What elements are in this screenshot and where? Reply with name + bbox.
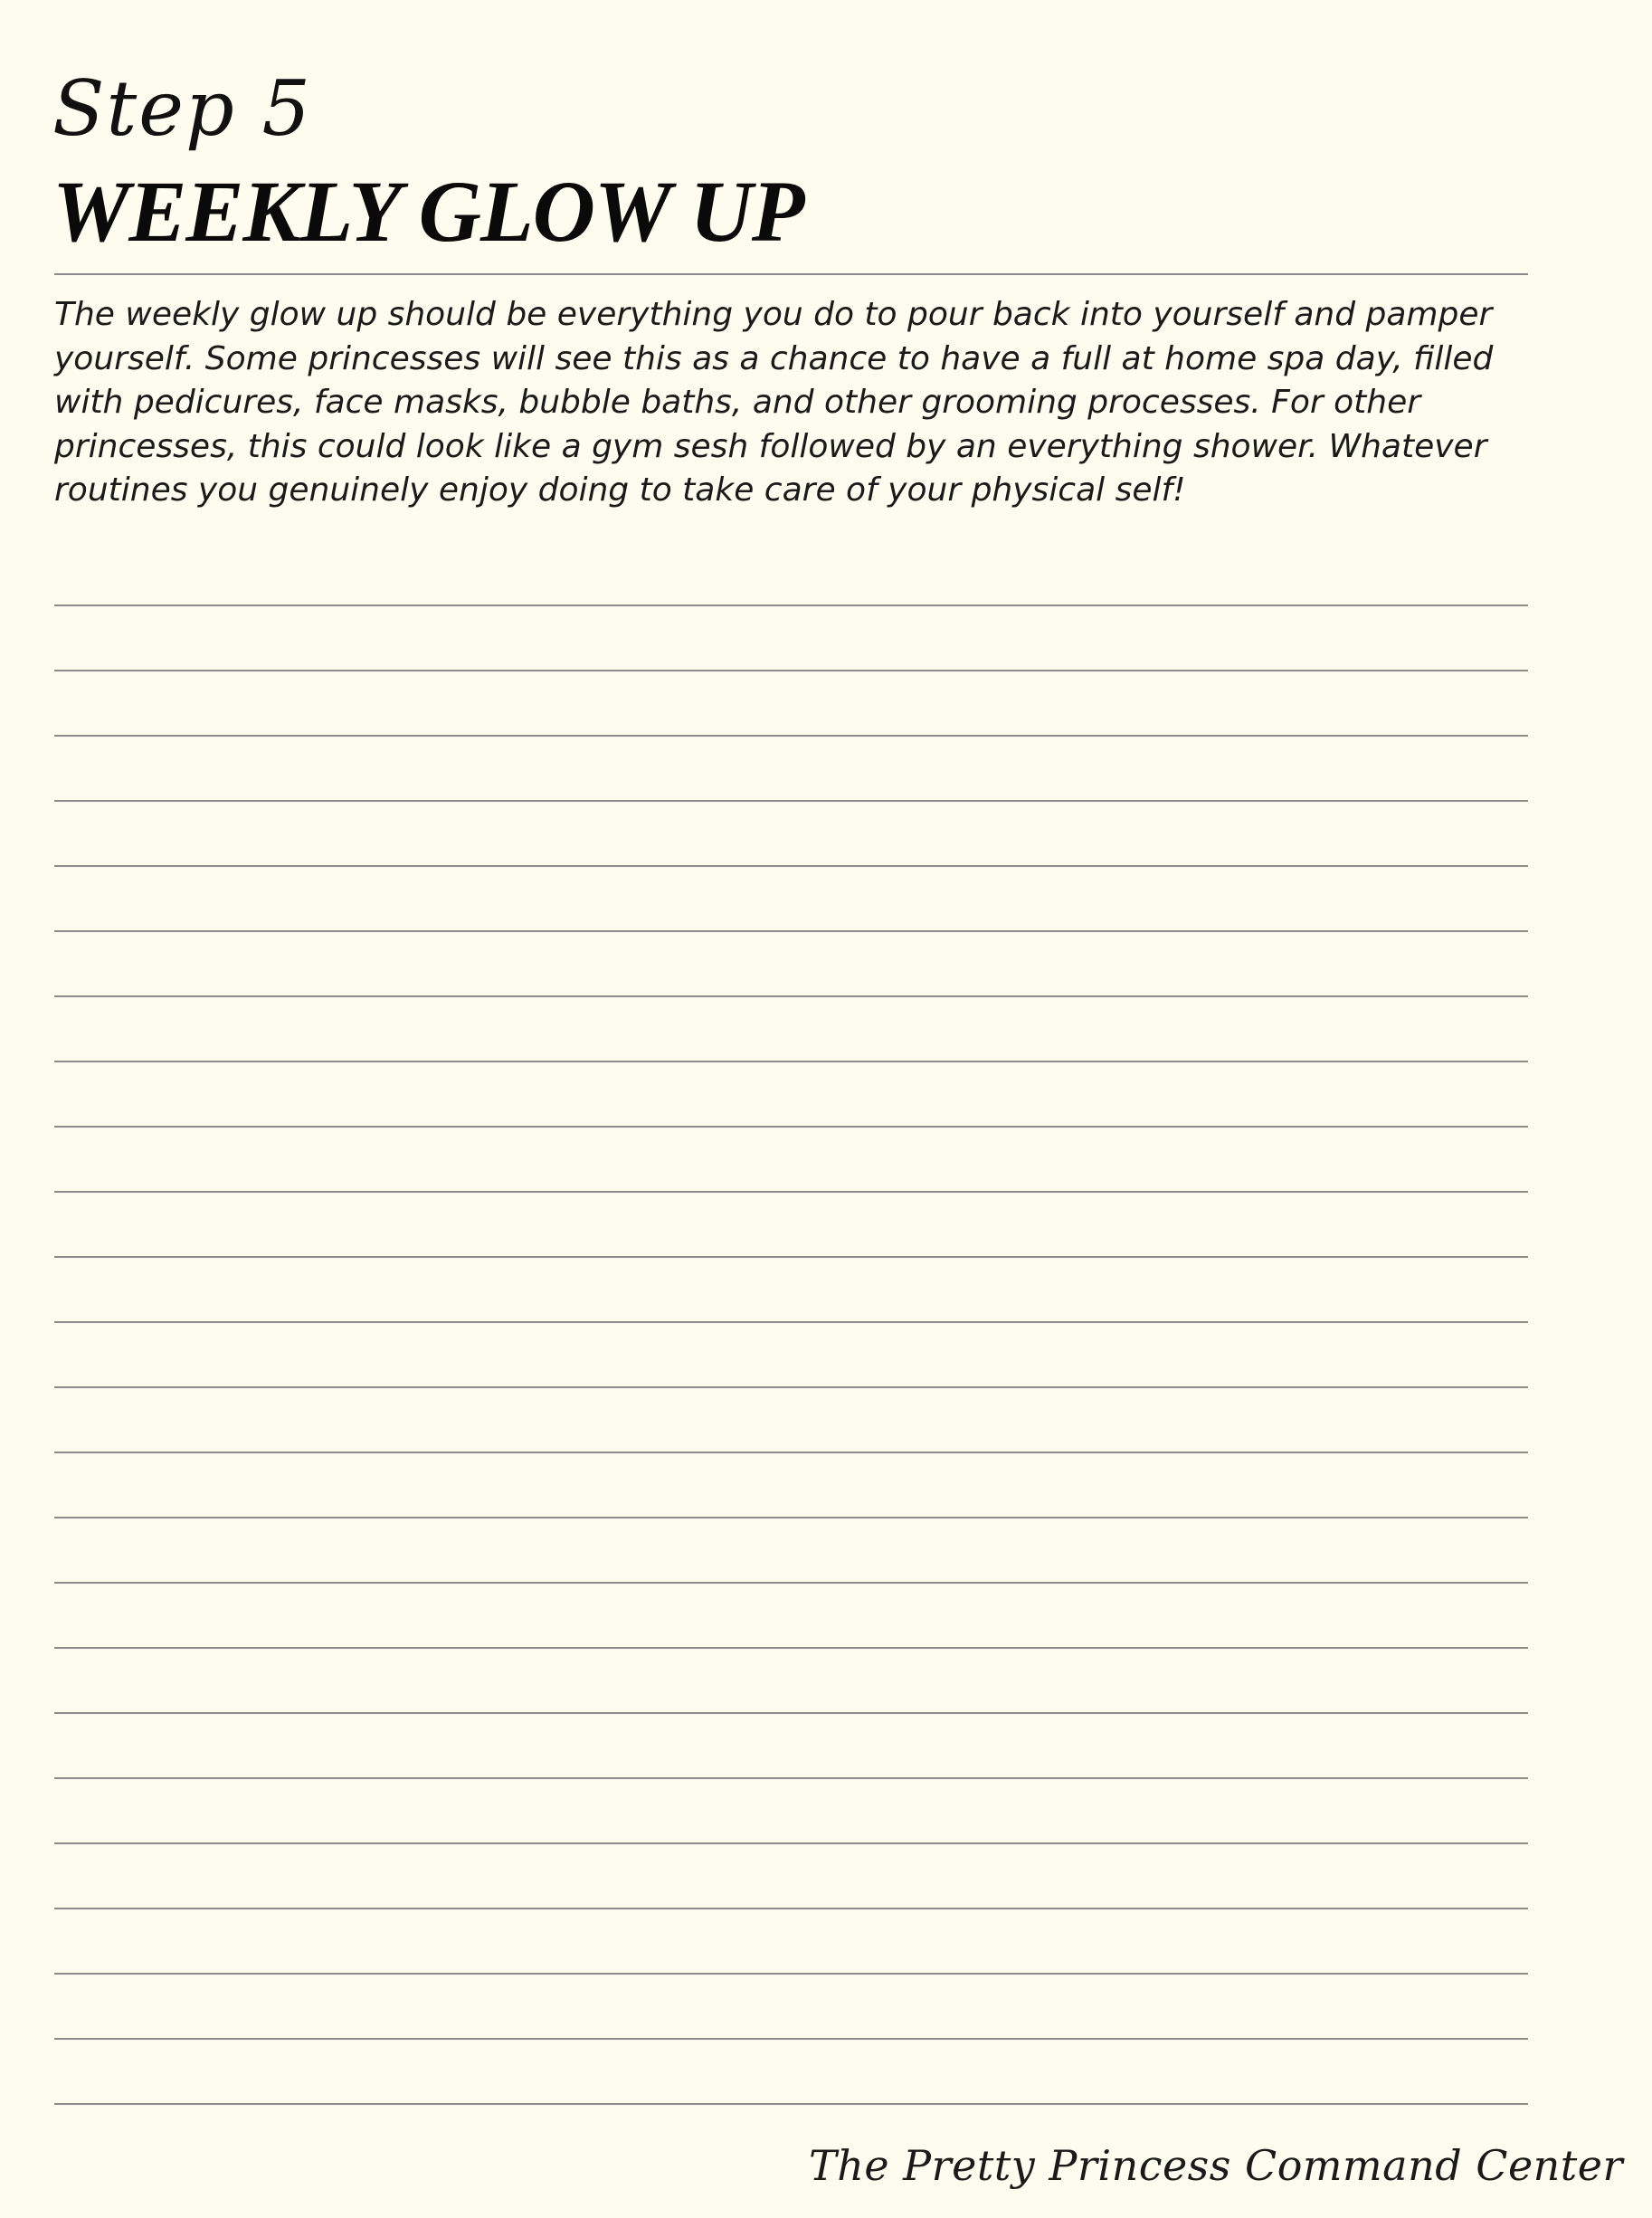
writing-line[interactable] [54, 1452, 1528, 1453]
writing-line[interactable] [54, 670, 1528, 671]
step-label: Step 5 [52, 64, 312, 153]
writing-line[interactable] [54, 1908, 1528, 1909]
writing-line[interactable] [54, 604, 1528, 606]
writing-line[interactable] [54, 800, 1528, 802]
writing-line[interactable] [54, 1126, 1528, 1128]
writing-line[interactable] [54, 735, 1528, 737]
writing-line[interactable] [54, 2038, 1528, 2040]
footer-brand: The Pretty Princess Command Center [809, 2141, 1623, 2190]
writing-line[interactable] [54, 1191, 1528, 1193]
writing-line[interactable] [54, 1321, 1528, 1323]
writing-area[interactable] [54, 0, 1528, 2218]
writing-line[interactable] [54, 1647, 1528, 1649]
writing-line[interactable] [54, 865, 1528, 867]
writing-line[interactable] [54, 1842, 1528, 1844]
writing-line[interactable] [54, 2103, 1528, 2105]
writing-line[interactable] [54, 1712, 1528, 1714]
writing-line[interactable] [54, 1777, 1528, 1779]
writing-line[interactable] [54, 1582, 1528, 1584]
writing-line[interactable] [54, 1517, 1528, 1518]
writing-line[interactable] [54, 1973, 1528, 1975]
writing-line[interactable] [54, 1061, 1528, 1062]
writing-line[interactable] [54, 995, 1528, 997]
writing-line[interactable] [54, 1386, 1528, 1388]
page-title: WEEKLY GLOW UP [52, 163, 804, 260]
writing-line[interactable] [54, 930, 1528, 932]
writing-line[interactable] [54, 1256, 1528, 1258]
intro-paragraph: The weekly glow up should be everything you do to pour back into yourself and pamper yourself. Some princesses will see this as a chance to have a full at home spa day, filled with pedicures, face masks, bubble baths, and other grooming processes. For other princesses, this could look like a gym sesh followed by an everything shower. Whatever routines you genuinely enjoy doing to take care of your physical self! [54, 296, 1494, 509]
